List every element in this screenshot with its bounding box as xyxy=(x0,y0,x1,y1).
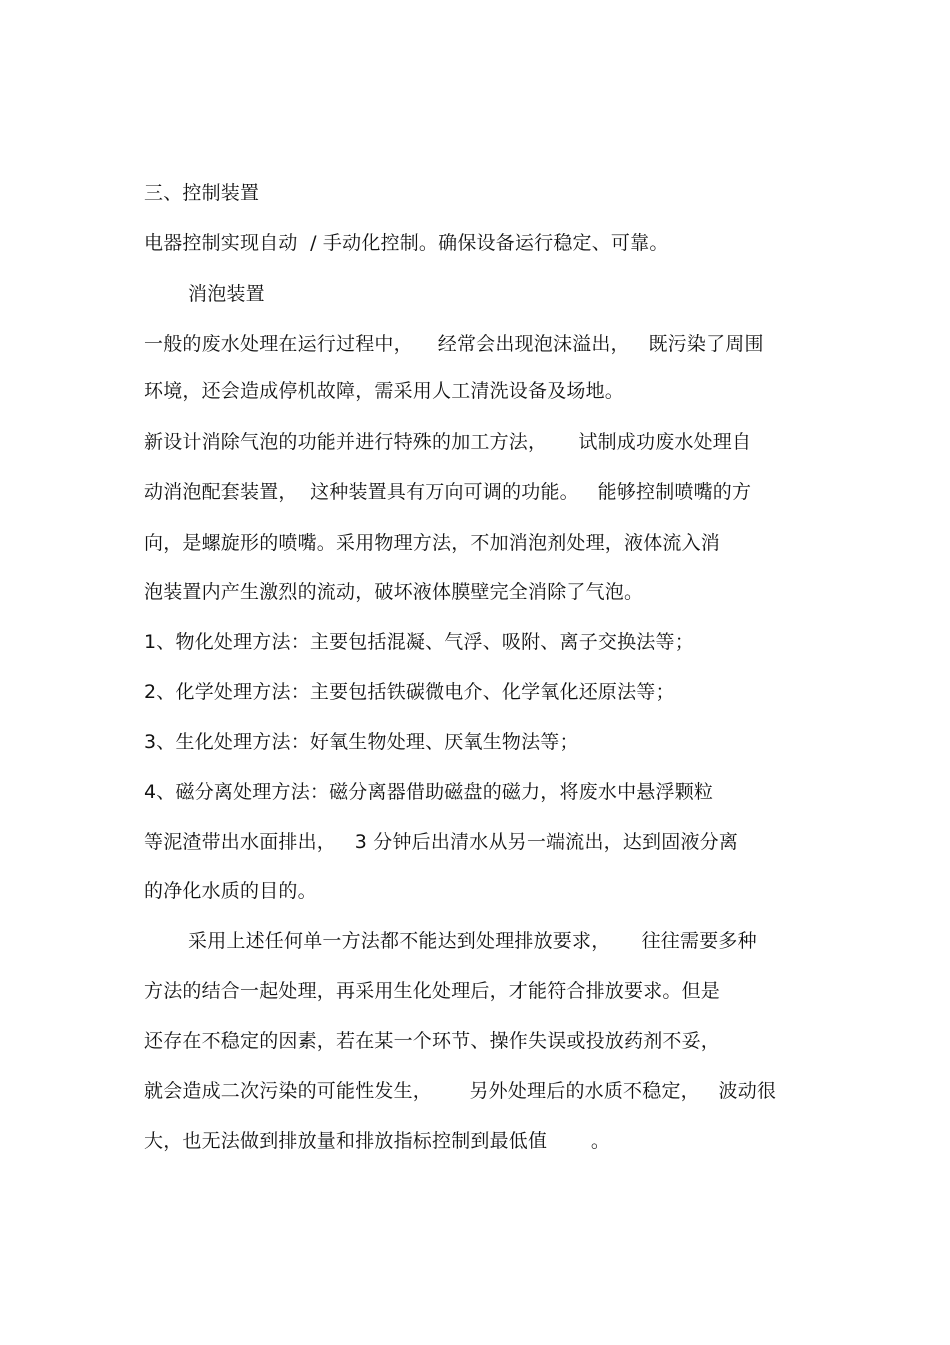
paragraph-line: 方法的结合一起处理，再采用生化处理后，才能符合排放要求。但是 xyxy=(144,980,721,1002)
paragraph-line: 环境，还会造成停机故障，需采用人工清洗设备及场地。 xyxy=(144,380,625,402)
paragraph-line: 的净化水质的目的。 xyxy=(144,880,317,902)
list-item-method-4: 4、磁分离处理方法：磁分离器借助磁盘的磁力，将废水中悬浮颗粒 xyxy=(144,781,714,803)
paragraph-line: 还存在不稳定的因素，若在某一个环节、操作失误或投放药剂不妥， xyxy=(144,1030,721,1052)
paragraph-line: 新设计消除气泡的功能并进行特殊的加工方法， 试制成功废水处理自 xyxy=(144,431,752,453)
section-heading-control-device: 三、控制装置 xyxy=(144,182,260,204)
paragraph-line: 等泥渣带出水面排出， 3 分钟后出清水从另一端流出，达到固液分离 xyxy=(144,831,739,853)
paragraph-line: 泡装置内产生激烈的流动，破坏液体膜壁完全消除了气泡。 xyxy=(144,581,644,603)
paragraph-line: 电器控制实现自动 / 手动化控制。确保设备运行稳定、可靠。 xyxy=(144,232,669,254)
paragraph-line: 一般的废水处理在运行过程中， 经常会出现泡沫溢出， 既污染了周围 xyxy=(144,333,764,355)
paragraph-line: 就会造成二次污染的可能性发生， 另外处理后的水质不稳定， 波动很 xyxy=(144,1080,777,1102)
paragraph-line: 向，是螺旋形的喷嘴。采用物理方法，不加消泡剂处理，液体流入消 xyxy=(144,532,721,554)
subheading-defoaming-device: 消泡装置 xyxy=(188,283,265,305)
list-item-method-1: 1、物化处理方法：主要包括混凝、气浮、吸附、离子交换法等； xyxy=(144,631,694,653)
paragraph-line: 采用上述任何单一方法都不能达到处理排放要求， 往往需要多种 xyxy=(188,930,757,952)
list-item-method-2: 2、化学处理方法：主要包括铁碳微电介、化学氧化还原法等； xyxy=(144,681,675,703)
paragraph-line: 动消泡配套装置， 这种装置具有万向可调的功能。 能够控制喷嘴的方 xyxy=(144,481,752,503)
list-item-method-3: 3、生化处理方法：好氧生物处理、厌氧生物法等； xyxy=(144,731,579,753)
paragraph-line: 大，也无法做到排放量和排放指标控制到最低值 。 xyxy=(144,1130,611,1152)
